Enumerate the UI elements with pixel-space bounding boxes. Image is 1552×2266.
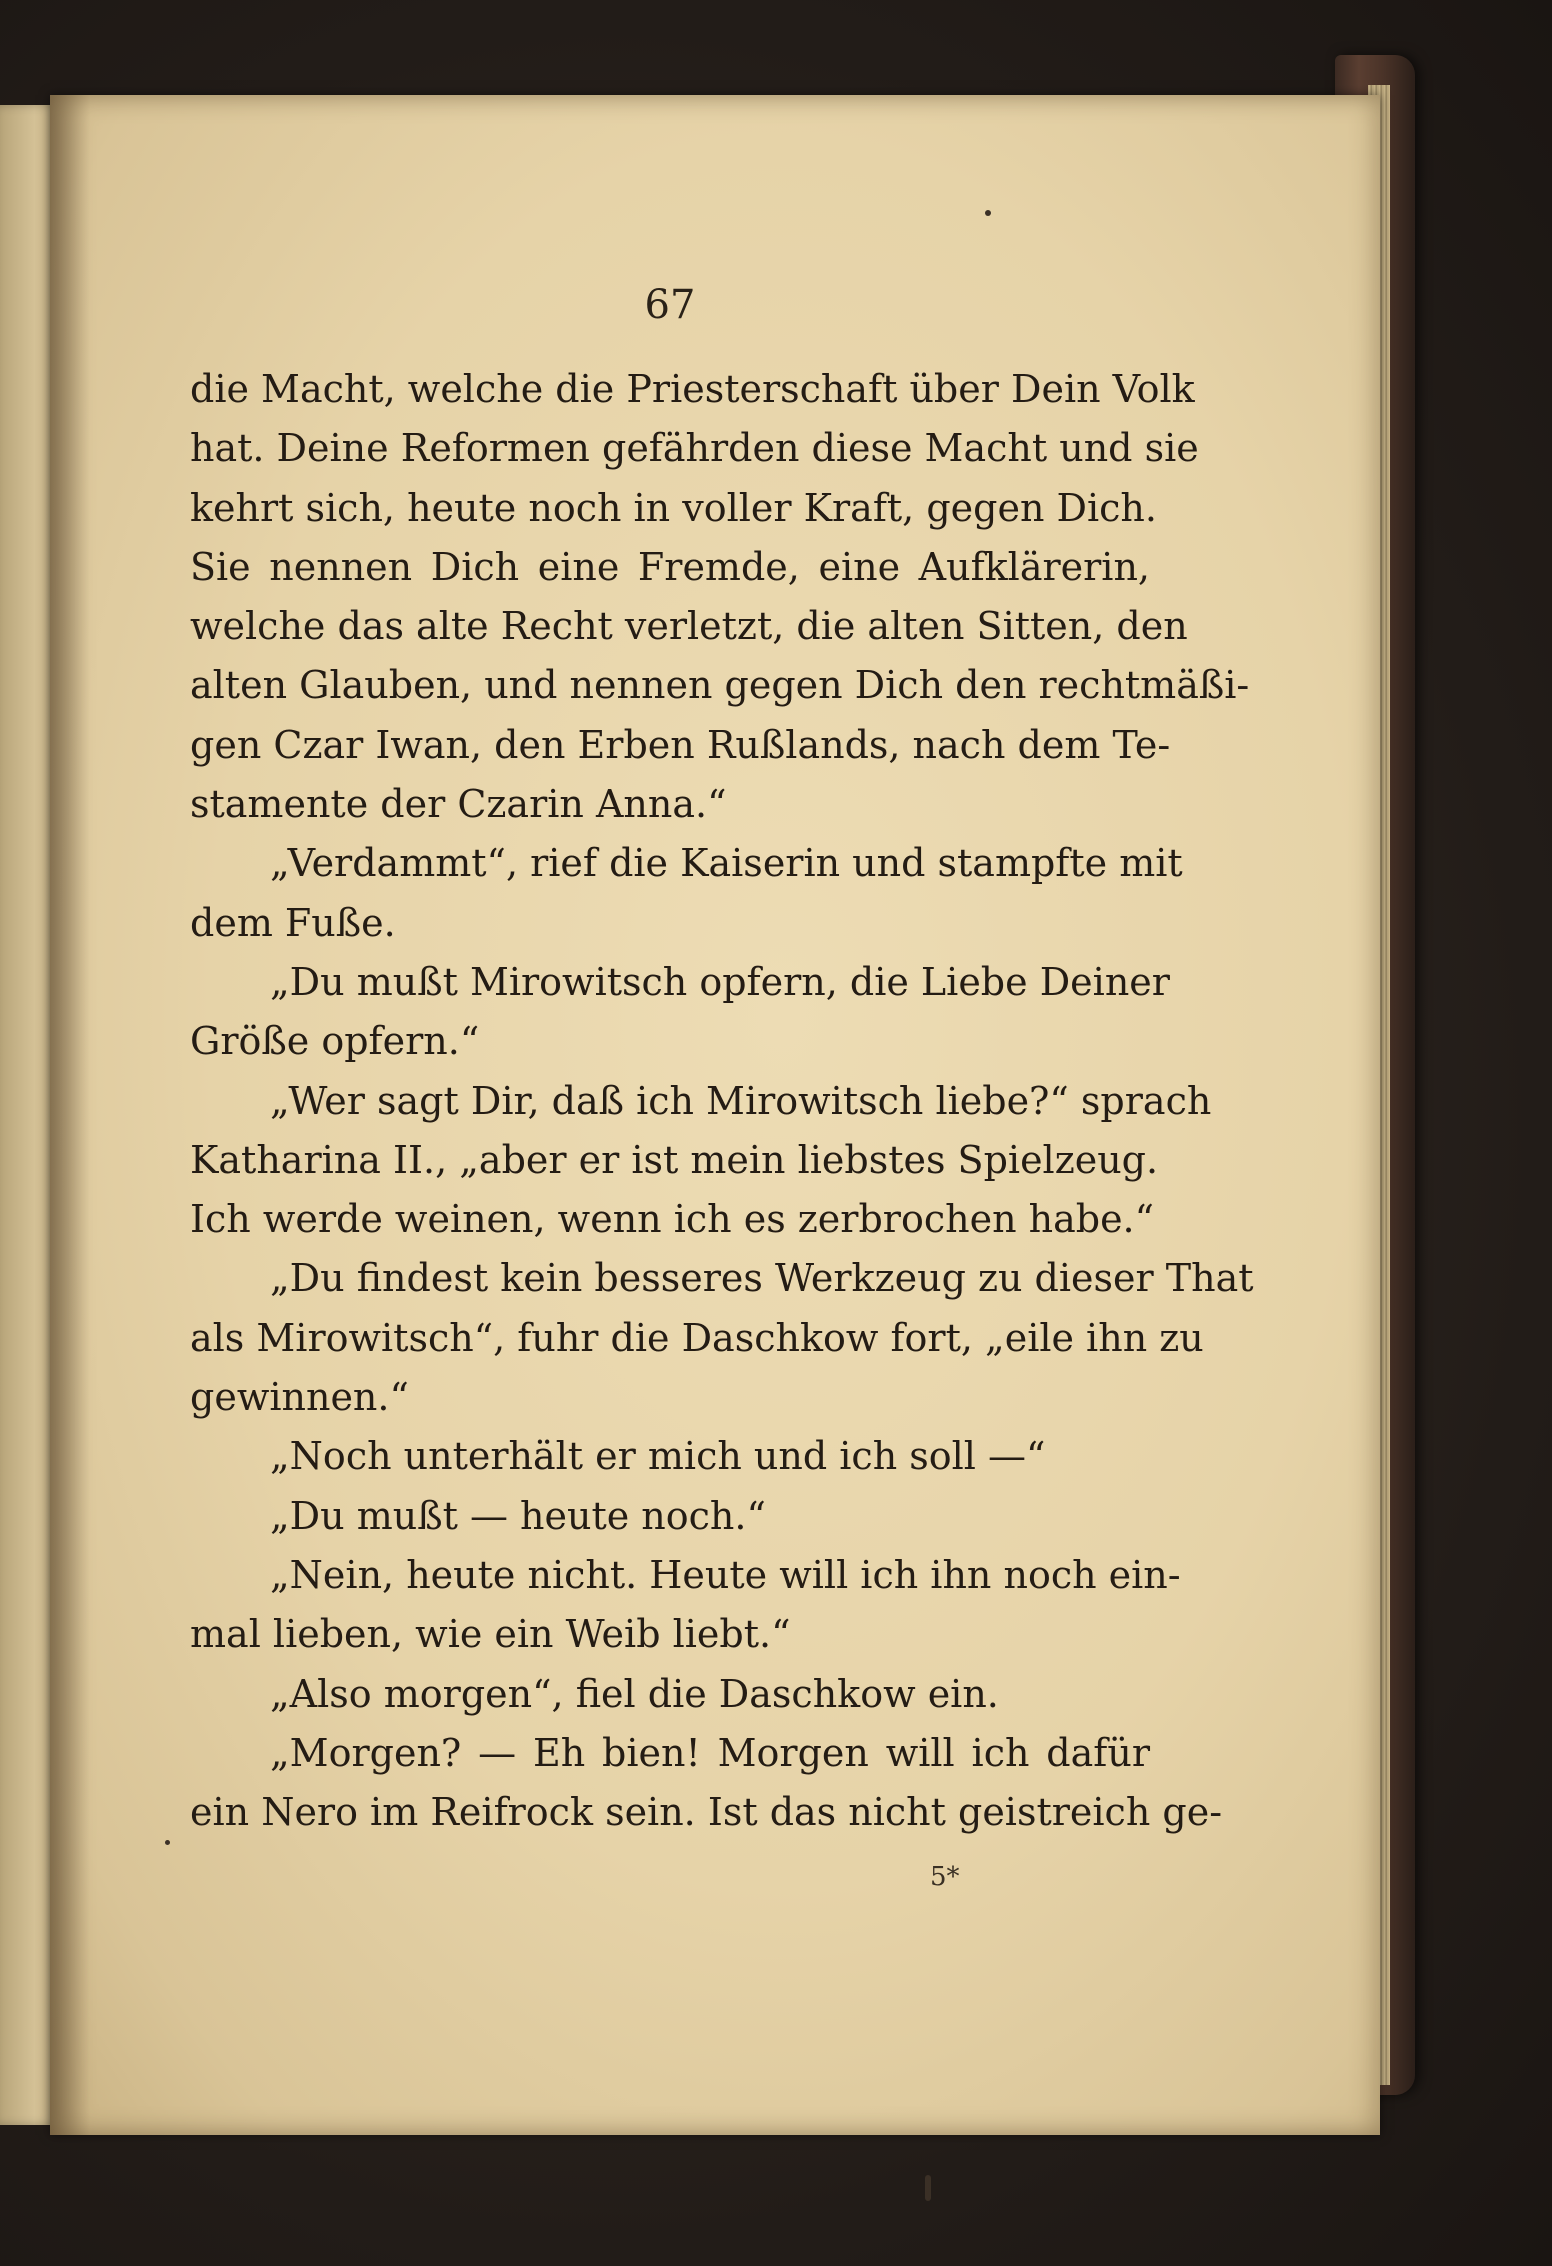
text-line: stamente der Czarin Anna.“ bbox=[190, 782, 727, 827]
text-line: dem Fuße. bbox=[190, 900, 396, 945]
text-line: „Wer sagt Dir, daß ich Mirowitsch liebe?“ sprach bbox=[270, 1078, 1212, 1123]
text-line: „Du mußt — heute noch.“ bbox=[270, 1493, 766, 1538]
text-line: gen Czar Iwan, den Erben Rußlands, nach dem Te- bbox=[190, 722, 1171, 767]
text-line: „Du findest kein besseres Werkzeug zu dieser That bbox=[270, 1256, 1254, 1301]
printer-signature: 5* bbox=[930, 1862, 960, 1892]
text-line: als Mirowitsch“, fuhr die Daschkow fort, „eile ihn zu bbox=[190, 1315, 1204, 1360]
text-line: welche das alte Recht verletzt, die alten Sitten, den bbox=[190, 604, 1188, 649]
text-line: Katharina II., „aber er ist mein liebstes Spielzeug. bbox=[190, 1137, 1159, 1182]
gutter-shadow bbox=[50, 95, 90, 2135]
text-line: „Nein, heute nicht. Heute will ich ihn noch ein- bbox=[270, 1552, 1181, 1597]
body-text bbox=[190, 360, 1254, 1842]
paper-speck bbox=[165, 1840, 170, 1845]
text-line: Sie nennen Dich eine Fremde, eine Aufklärerin, bbox=[190, 544, 1150, 589]
text-line: „Also morgen“, fiel die Daschkow ein. bbox=[270, 1671, 999, 1716]
paper-speck bbox=[985, 210, 991, 216]
text-line: Größe opfern.“ bbox=[190, 1019, 480, 1064]
text-line: ein Nero im Reifrock sein. Ist das nicht geistreich ge- bbox=[190, 1790, 1223, 1835]
text-line: Ich werde weinen, wenn ich es zerbrochen habe.“ bbox=[190, 1197, 1155, 1242]
text-line: „Verdammt“, rief die Kaiserin und stampfte mit bbox=[270, 841, 1183, 886]
paper-speck bbox=[925, 2175, 931, 2201]
text-line: die Macht, welche die Priesterschaft über Dein Volk bbox=[190, 367, 1195, 411]
text-line: „Du mußt Mirowitsch opfern, die Liebe Deiner bbox=[270, 959, 1170, 1004]
text-line: „Noch unterhält er mich und ich soll —“ bbox=[270, 1434, 1046, 1479]
text-line: kehrt sich, heute noch in voller Kraft, gegen Dich. bbox=[190, 485, 1157, 530]
text-line: mal lieben, wie ein Weib liebt.“ bbox=[190, 1612, 791, 1657]
text-line: gewinnen.“ bbox=[190, 1375, 409, 1420]
text-line: hat. Deine Reformen gefährden diese Macht und sie bbox=[190, 426, 1199, 471]
text-line: alten Glauben, und nennen gegen Dich den rechtmäßi- bbox=[190, 663, 1250, 708]
page-number: 67 bbox=[644, 282, 696, 328]
text-line: „Morgen? — Eh bien! Morgen will ich dafür bbox=[270, 1730, 1150, 1775]
